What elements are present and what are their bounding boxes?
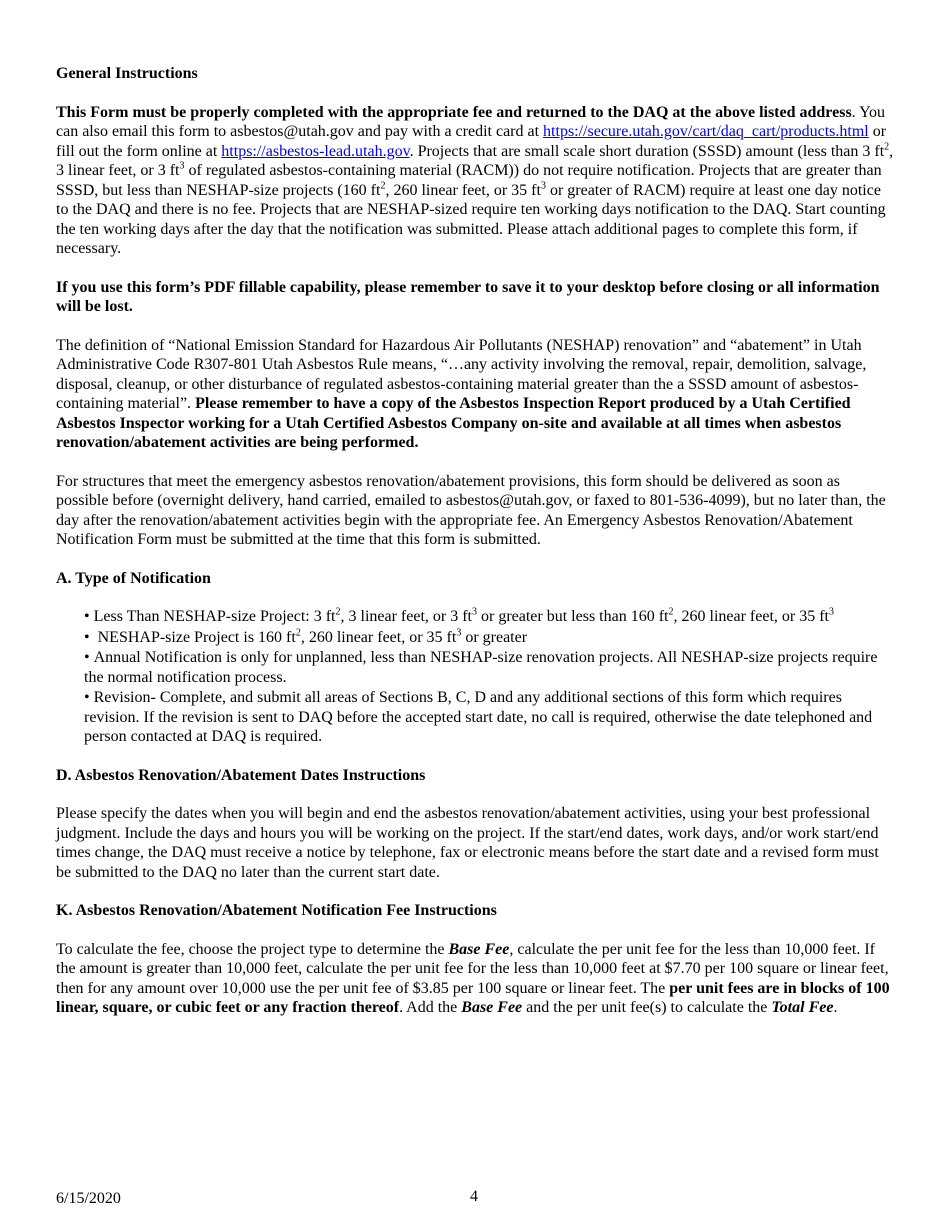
bullet-icon: • <box>84 608 90 625</box>
list-item: • Revision- Complete, and submit all areas of Sections B, C, D and any additional sections of this form which requires revision. If the revision is sent to DAQ before the accepted start date, no call is required, otherwise the date telephoned and person contacted at DAQ is required. <box>84 689 873 745</box>
bullet-icon: • <box>84 649 90 666</box>
section-a-heading: A. Type of Notification <box>56 569 211 587</box>
list-item: • NESHAP-size Project is 160 $ft^2$, 260 linear feet, or 35 $ft^3$ or greater <box>84 627 528 646</box>
neshap-definition-paragraph: The definition of “National Emission Standard for Hazardous Air Pollutants (NESHAP) renovation” and “abatement” in Utah Administrative Code R307-801 Utah Asbestos Rule means, “…any activity involving the removal, repair, demolition, salvage, disposal, cleanup, or other disturbance of regulated asbestos-containing material greater than the a SSSD amount of asbestos-containing material”. Please remember to have a copy of the Asbestos Inspection Report produced by a Utah Certified Asbestos Inspector working for a Utah Certified Asbestos Company on-site and available at all times when asbestos renovation/abatement activities are being performed. <box>56 336 867 451</box>
list-item: • Less Than NESHAP-size Project: 3 $ft^2$, 3 linear feet, or 3 $ft^3$ or greater but less than 160 $ft^2$, 260 linear feet, or 35 $ft^3$ <box>84 606 834 625</box>
form-requirement-bold: This Form must be properly completed with the appropriate fee and returned to the DAQ at the above listed address <box>56 103 852 121</box>
asbestos-lead-link[interactable]: https://asbestos-lead.utah.gov <box>221 142 410 160</box>
general-instructions-paragraph: This Form must be properly completed with the appropriate fee and returned to the DAQ at the above listed address. You can also email this form to asbestos@utah.gov and pay with a credit card at https://secure.utah.gov/cart/daq_cart/products.html or fill out the form online at https://asbestos-lead.utah.gov. Projects that are small scale short duration (SSSD) amount (less than 3 $ft^2$, 3 linear feet, or 3 $ft^3$ of regulated asbestos-containing material (RACM)) do not require notification. Projects that are greater than SSSD, but less than NESHAP-size projects (160 $ft^2$, 260 linear feet, or 35 $ft^3$ or greater of RACM) require at least one day notice to the DAQ and there is no fee. Projects that are NESHAP-sized require ten working days notification to the DAQ. Start counting the ten working days after the day that the notification was submitted. Please attach additional pages to complete this form, if necessary. <box>56 103 894 257</box>
footer-date: 6/15/2020 <box>56 1190 121 1207</box>
section-d-heading: D. Asbestos Renovation/Abatement Dates Instructions <box>56 766 426 784</box>
inspection-report-reminder: Please remember to have a copy of the Asbestos Inspection Report produced by a Utah Certified Asbestos Inspector working for a Utah Certified Asbestos Company on-site and available at all times when asbestos renovation/abatement activities are being performed. <box>56 395 851 451</box>
general-instructions-heading: General Instructions <box>56 65 198 82</box>
bullet-icon: • <box>84 628 90 646</box>
notification-type-list <box>56 607 896 747</box>
section-k-heading: K. Asbestos Renovation/Abatement Notification Fee Instructions <box>56 902 497 919</box>
fee-instructions-paragraph: To calculate the fee, choose the project type to determine the Base Fee, calculate the per unit fee for the less than 10,000 feet. If the amount is greater than 10,000 feet, calculate the per unit fee for the less than 10,000 feet at $7.70 per 100 square or linear feet, then for any amount over 10,000 use the per unit fee of $3.85 per 100 square or linear feet. The per unit fees are in blocks of 100 linear, square, or cubic feet or any fraction thereof. Add the Base Fee and the per unit fee(s) to calculate the Total Fee. <box>56 940 890 1016</box>
pdf-fillable-warning: If you use this form’s PDF fillable capability, please remember to save it to your desktop before closing or all information will be lost. <box>56 278 880 315</box>
bullet-icon: • <box>84 689 90 706</box>
emergency-provisions-paragraph: For structures that meet the emergency asbestos renovation/abatement provisions, this form should be delivered as soon as possible before (overnight delivery, hand carried, emailed to asbestos@utah.gov, or faxed to 801-536-4099), but no later than, the day after the renovation/abatement activities begin with the appropriate fee. An Emergency Asbestos Renovation/Abatement Notification Form must be submitted at the time that this form is submitted. <box>56 472 886 548</box>
document-page <box>56 64 896 1037</box>
total-fee-term: Total Fee <box>771 999 834 1016</box>
per-unit-fee-rule: per unit fees are in blocks of 100 linear, square, or cubic feet or any fraction thereof <box>56 979 890 1016</box>
daq-cart-link[interactable]: https://secure.utah.gov/cart/daq_cart/products.html <box>543 123 869 140</box>
list-item: • Annual Notification is only for unplanned, less than NESHAP-size renovation projects. All NESHAP-size projects require the normal notification process. <box>84 649 878 686</box>
dates-instructions-paragraph: Please specify the dates when you will begin and end the asbestos renovation/abatement activities, using your best professional judgment. Include the days and hours you will be working on the project. If the start/end dates, work days, and/or work start/end times change, the DAQ must receive a notice by telephone, fax or electronic means before the start date and a revised form must be submitted to the DAQ no later than the current start date. <box>56 805 879 881</box>
page-number: 4 <box>470 1188 478 1205</box>
base-fee-term: Base Fee <box>448 940 510 958</box>
